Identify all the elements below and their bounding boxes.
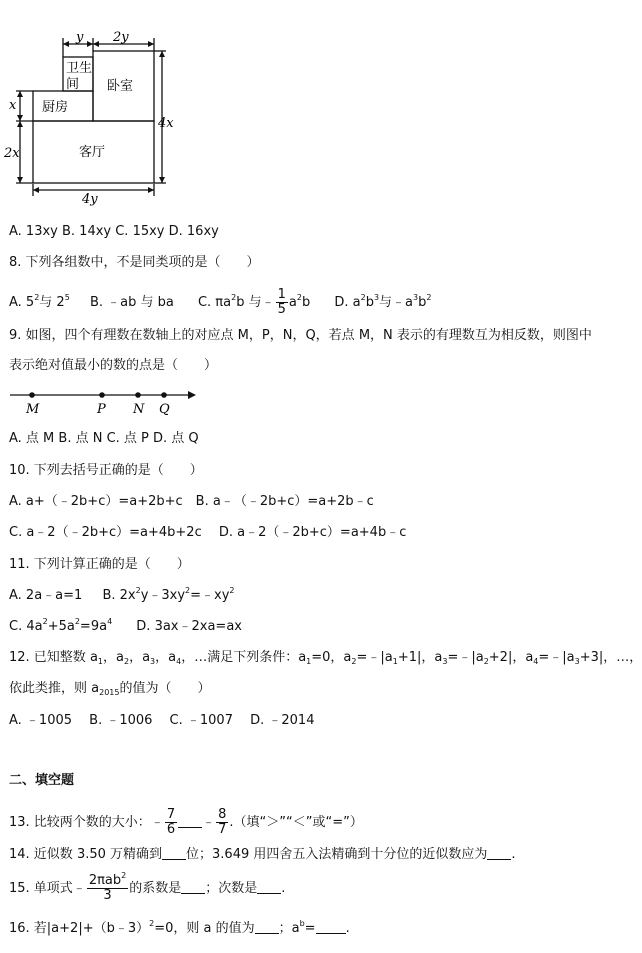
q16: 16. 若|a+2|+（b﹣3）$^2$=0，则 a 的值为 ；$a^b=$ . [9, 919, 350, 936]
label-right-4x: 4x [158, 116, 174, 131]
q16-blank-2 [316, 921, 346, 934]
q11-option-d: D. 3ax﹣2xa=ax [136, 619, 242, 634]
label-left-2x: 2x [4, 146, 20, 161]
label-top-y: y [76, 30, 84, 45]
q11-options-ab [9, 587, 235, 605]
point-q [161, 392, 167, 398]
point-p [99, 392, 105, 398]
q12-stem-line2: 依此类推，则 $a_{2015}$的值为（ ） [9, 681, 211, 697]
point-n [135, 392, 141, 398]
q13-fraction-1: $\frac{7}{6}$ [166, 807, 176, 837]
q9-stem-line2: 表示绝对值最小的数的点是（ ） [9, 358, 218, 373]
q13-answer-blank [178, 815, 202, 828]
q8-option-c: C. $\pi a^2b$ 与﹣ $\frac{1}{5}$ $a^2b$ [197, 287, 311, 317]
q10-options-cd: C. a﹣2（﹣2b+c）=a+4b+2c D. a﹣2（﹣2b+c）=a+4b﹣c [9, 525, 407, 540]
q14-blank-2 [487, 847, 511, 860]
q9-options: A. 点 M B. 点 N C. 点 P D. 点 Q [9, 431, 199, 446]
label-left-x: x [9, 98, 17, 113]
q11-options-cd [9, 618, 242, 636]
q13: 13. 比较两个数的大小：﹣ $\frac{7}{6}$ ﹣ $\frac{8}{7}$ .（填“＞”“＜”或“=”） [9, 807, 363, 837]
label-bottom-4y: 4y [82, 192, 98, 207]
q10-stem: 10. 下列去括号正确的是（ ） [9, 463, 203, 478]
q8-option-b: B. ﹣ab 与 ba [89, 295, 174, 310]
label-bathroom-bottom: 间 [66, 77, 80, 92]
label-bathroom-top: 卫生 [66, 61, 93, 76]
label-m: M [26, 402, 40, 417]
point-m [29, 392, 35, 398]
q8-fraction: $\frac{1}{5}$ [277, 287, 286, 317]
q10-options-ab: A. a+（﹣2b+c）=a+2b+c B. a﹣（﹣2b+c）=a+2b﹣c [9, 494, 374, 509]
label-n: N [133, 402, 145, 417]
q15: 15. 单项式﹣ $\frac{2\pi ab^2}{3}$ 的系数是 ；次数是 . [9, 871, 286, 903]
q11-option-c: C. $4a^2+5a^2=9a^4$ [9, 617, 113, 634]
q8-option-d: D. $a^2b^3$与$﹣a^3b^2$ [334, 293, 432, 310]
label-living: 客厅 [79, 145, 106, 160]
q11-option-b: B. $2x^2y﹣3xy^2=﹣xy^2$ [102, 586, 235, 603]
q8-stem: 8. 下列各组数中，不是同类项的是（ ） [9, 255, 260, 270]
q11-option-a: A. 2a﹣a=1 [9, 588, 83, 603]
label-q: Q [159, 402, 170, 417]
q9-stem-line1: 9. 如图，四个有理数在数轴上的对应点 M，P，N，Q，若点 M，N 表示的有理数互为相反数，则图中 [9, 328, 592, 343]
q8-options [9, 288, 431, 317]
q15-fraction: $\frac{2\pi ab^2}{3}$ [88, 871, 127, 903]
label-p: P [97, 402, 106, 417]
label-kitchen: 厨房 [42, 100, 69, 115]
q12-stem-line1: 12. 已知整数 $a_1$，$a_2$，$a_3$，$a_4$，…满足下列条件：$a_1=0$，$a_2=﹣|a_1+1|$，$a_3=﹣|a_2+2|$，$a_4=﹣|a_3+3|$，…， [9, 650, 642, 666]
q11-stem: 11. 下列计算正确的是（ ） [9, 557, 190, 572]
q12-options: A. ﹣1005 B. ﹣1006 C. ﹣1007 D. ﹣2014 [9, 713, 315, 728]
q14: 14. 近似数 3.50 万精确到 位；3.649 用四舍五入法精确到十分位的近似数应为 . [9, 847, 516, 862]
q16-blank-1 [255, 921, 279, 934]
label-top-2y: 2y [113, 30, 129, 45]
q14-blank-1 [162, 847, 186, 860]
section-heading: 二、填空题 [9, 773, 75, 788]
q15-blank-2 [257, 881, 281, 894]
label-bedroom: 卧室 [107, 79, 134, 94]
q8-option-a: A. $5^2$与 $2^5$ [9, 293, 70, 310]
floor-plan-figure [0, 0, 180, 205]
number-line-figure [6, 388, 206, 420]
q13-fraction-2: $\frac{8}{7}$ [218, 807, 227, 837]
q15-blank-1 [181, 881, 205, 894]
q7-options: A. 13xy B. 14xy C. 15xy D. 16xy [9, 224, 219, 239]
